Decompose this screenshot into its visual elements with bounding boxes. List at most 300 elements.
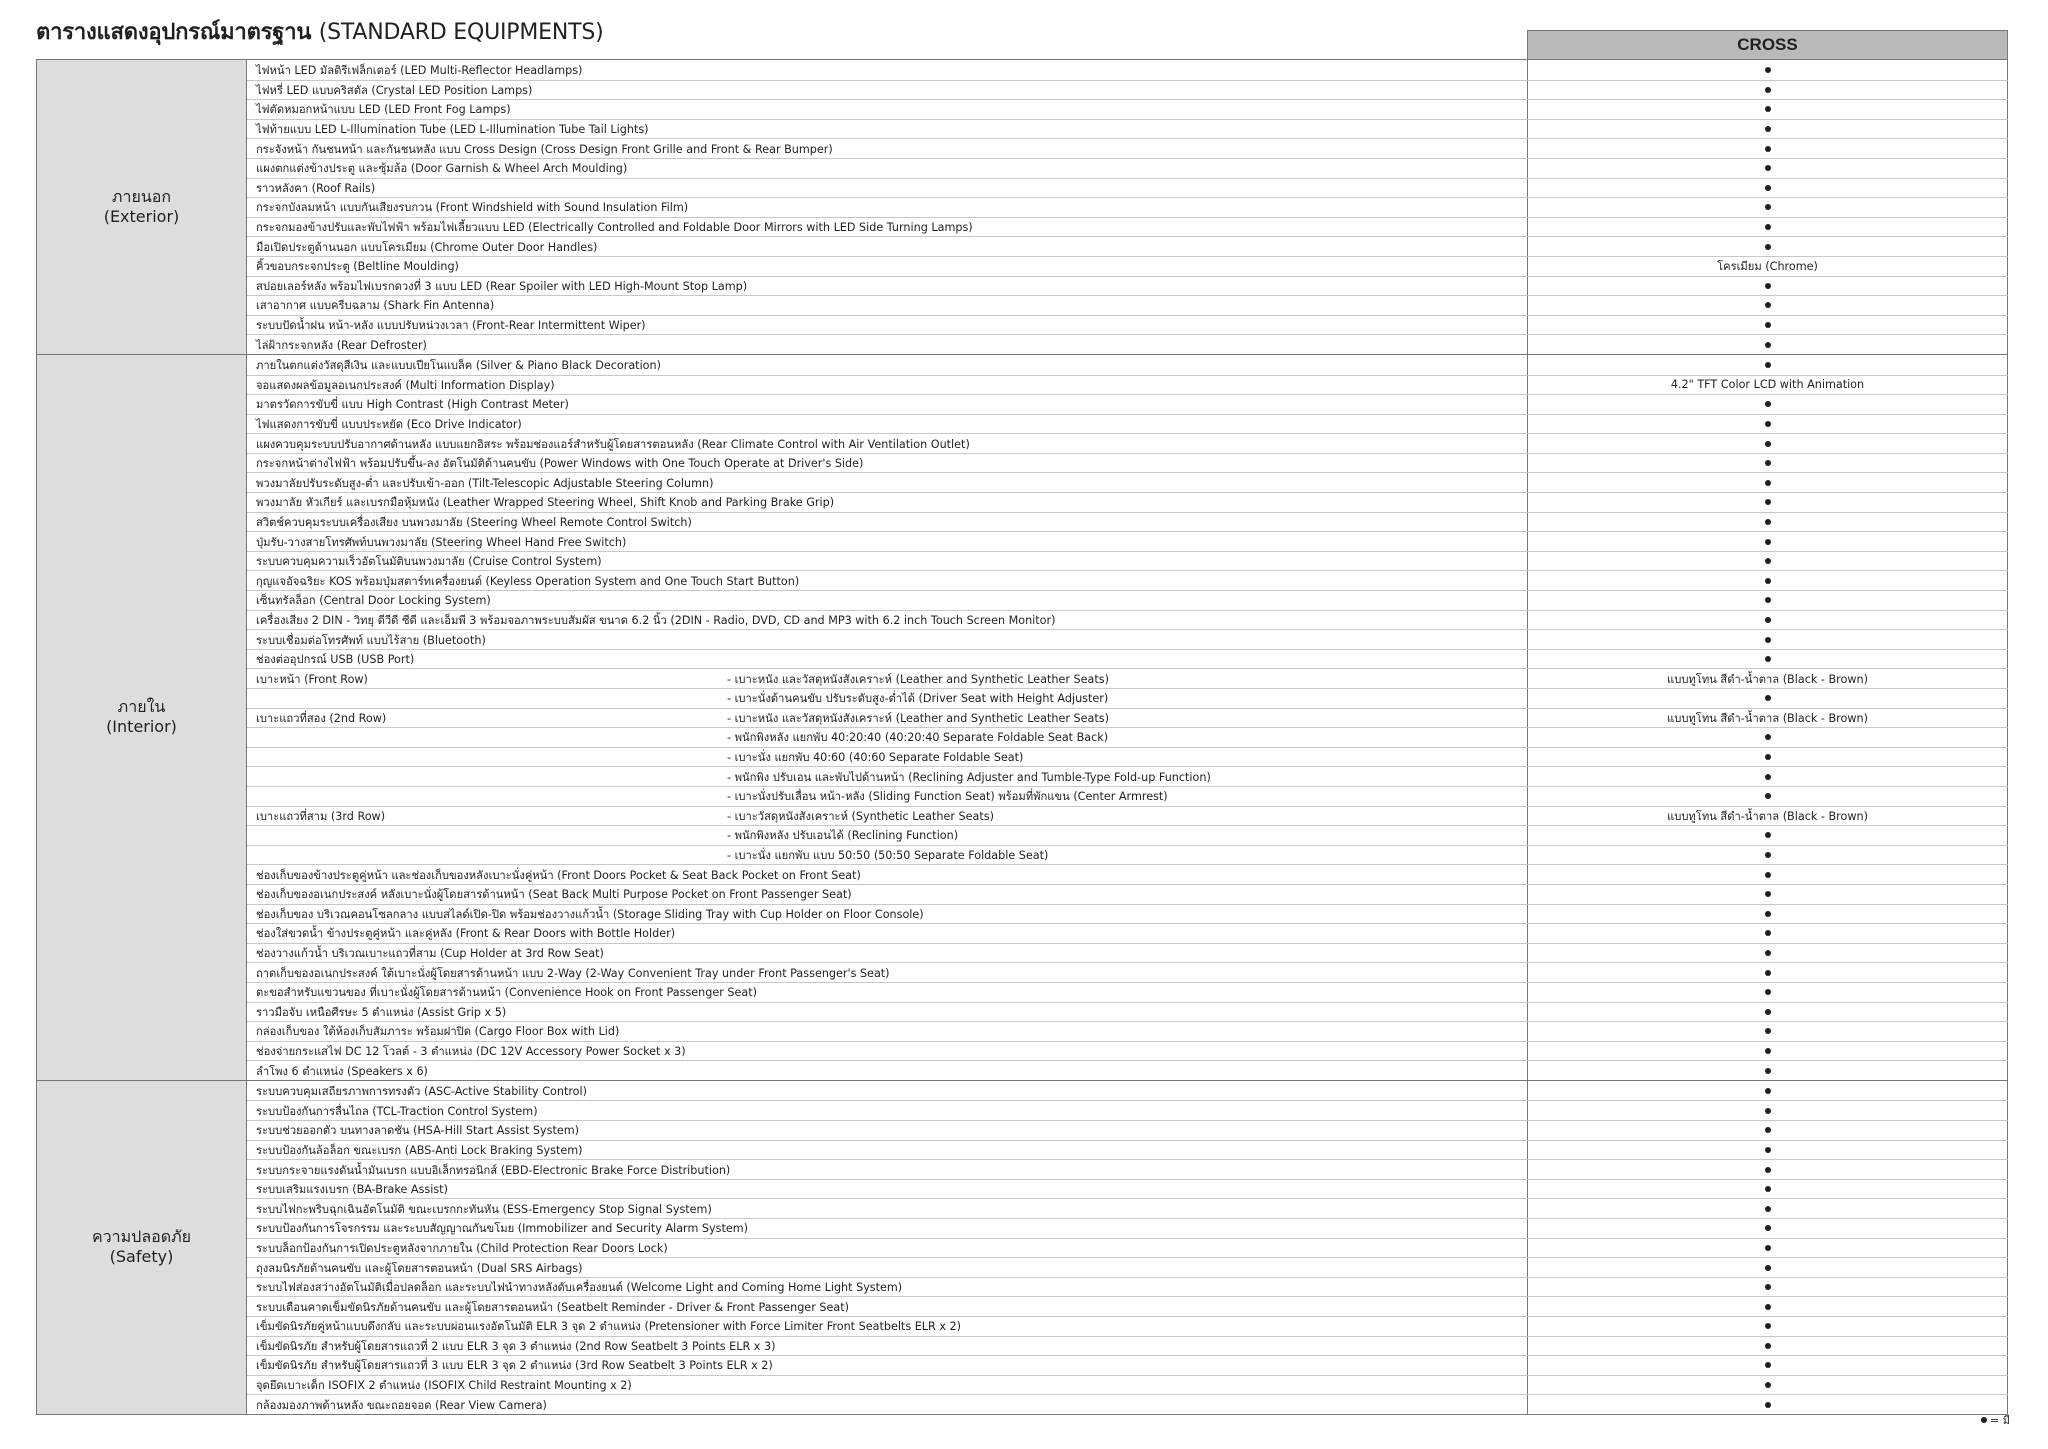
value-text: แบบทูโทน สีดำ-น้ำตาล (Black - Brown) [1667,711,1868,725]
feature-cell [247,944,1527,963]
cross-value-cell [1527,218,2008,237]
feature-cell [247,1258,1527,1277]
feature-cell [247,198,1527,217]
cross-value-cell [1527,1395,2008,1414]
cross-value-cell [1527,1376,2008,1395]
table-row [247,1336,2008,1356]
feature-label: ช่องเก็บของข้างประตูคู่หน้า และช่องเก็บของหลังเบาะนั่งคู่หน้า (Front Doors Pocket & Seat Back Pocket on Front Seat) [256,868,861,882]
page-title-english: (STANDARD EQUIPMENTS) [318,20,604,45]
cross-value-cell [1527,1199,2008,1218]
table-row [247,99,2008,119]
table-row [247,433,2008,453]
standard-dot-icon [1765,1028,1771,1034]
standard-dot-icon [1765,832,1771,838]
feature-label: สปอยเลอร์หลัง พร้อมไฟเบรกดวงที่ 3 แบบ LED (Rear Spoiler with LED High-Mount Stop Lamp) [256,279,748,293]
table-row [247,1316,2008,1336]
standard-dot-icon [1765,1362,1771,1368]
cross-value-cell [1527,728,2008,747]
feature-label: ระบบช่วยออกตัว บนทางลาดชัน (HSA-Hill Start Assist System) [256,1124,580,1138]
standard-dot-icon [1765,1206,1771,1212]
feature-cell [247,335,1527,354]
cross-value-cell [1527,905,2008,924]
table-row [247,1277,2008,1297]
table-row [247,1159,2008,1179]
cross-value-cell [1527,493,2008,512]
feature-label: ช่องเก็บของ บริเวณคอนโซลกลาง แบบสไลด์เปิด-ปิด พร้อมช่องวางแก้วน้ำ (Storage Sliding Tray with Cup Holder on Floor Console) [256,907,924,921]
feature-cell [247,159,1527,178]
standard-dot-icon [1765,891,1771,897]
table-row [247,727,2008,747]
feature-label: ช่องจ่ายกระแสไฟ DC 12 โวลต์ - 3 ตำแหน่ง (DC 12V Accessory Power Socket x 3) [256,1044,686,1058]
page-title-thai: ตารางแสดงอุปกรณ์มาตรฐาน [36,20,312,45]
standard-dot-icon [1765,126,1771,132]
cross-value-cell [1527,179,2008,198]
feature-label: ภายในตกแต่งวัสดุสีเงิน และแบบเปียโนแบล็ค (Silver & Piano Black Decoration) [256,358,661,372]
category-name-thai: ภายใน [117,697,166,717]
feature-cell [247,376,1527,395]
table-row [247,80,2008,100]
feature-label: ถาดเก็บของอเนกประสงค์ ใต้เบาะนั่งผู้โดยสารด้านหน้า แบบ 2-Way (2-Way Convenient Tray under Front Passenger's Seat) [256,966,890,980]
standard-dot-icon [1765,1009,1771,1015]
cross-value-cell [1527,120,2008,139]
feature-label: เข็มขัดนิรภัย สำหรับผู้โดยสารแถวที่ 3 แบบ ELR 3 จุด 2 ตำแหน่ง (3rd Row Seatbelt 3 Points ELR x 2) [256,1359,773,1373]
feature-cell [247,630,1527,649]
feature-cell [247,316,1527,335]
standard-dot-icon [1765,950,1771,956]
table-row [247,1041,2008,1061]
table-row [247,904,2008,924]
table-row [247,1257,2008,1277]
feature-cell [247,1317,1527,1336]
standard-dot-icon [1765,1402,1771,1408]
standard-dot-icon [1765,1265,1771,1271]
feature-label: เสาอากาศ แบบครีบฉลาม (Shark Fin Antenna) [256,299,495,313]
cross-value-cell [1527,650,2008,669]
table-row [247,708,2008,728]
feature-label: ช่องใส่ขวดน้ำ ข้างประตูคู่หน้า และคู่หลัง (Front & Rear Doors with Bottle Holder) [256,927,676,941]
feature-label: ตะขอสำหรับแขวนของ ที่เบาะนั่งผู้โดยสารด้านหน้า (Convenience Hook on Front Passenger Seat) [256,986,757,1000]
standard-dot-icon [1765,106,1771,112]
standard-dot-icon [1765,1048,1771,1054]
table-row [247,197,2008,217]
feature-label: เข็มขัดนิรภัยคู่หน้าแบบดึงกลับ และระบบผ่อนแรงอัตโนมัติ ELR 3 จุด 2 ตำแหน่ง (Pretensioner with Force Limiter Front Seatbelts ELR x 2) [256,1320,961,1334]
feature-label: ระบบปัดน้ำฝน หน้า-หลัง แบบปรับหน่วงเวลา (Front-Rear Intermittent Wiper) [256,319,646,333]
cross-value-cell [1527,100,2008,119]
feature-cell [247,865,1527,884]
table-row [247,217,2008,237]
table-row [247,1296,2008,1316]
feature-cell [247,218,1527,237]
table-row [247,845,2008,865]
feature-cell [247,395,1527,414]
feature-cell [247,415,1527,434]
standard-dot-icon [1765,1186,1771,1192]
table-row [247,786,2008,806]
cross-value-cell [1527,1141,2008,1160]
feature-label: ลำโพง 6 ตำแหน่ง (Speakers x 6) [256,1064,428,1078]
standard-dot-icon [1765,283,1771,289]
feature-cell [247,179,1527,198]
table-row [247,962,2008,982]
feature-cell [247,611,1527,630]
feature-cell [247,296,1527,315]
feature-cell [247,1278,1527,1297]
standard-dot-icon [1765,656,1771,662]
feature-label: ระบบล็อกป้องกันการเปิดประตูหลังจากภายใน (Child Protection Rear Doors Lock) [256,1241,668,1255]
cross-value-cell [1527,532,2008,551]
cross-value-cell [1527,1356,2008,1375]
table-row [247,982,2008,1002]
table-row [247,453,2008,473]
table-row [247,923,2008,943]
feature-label: กล้องมองภาพด้านหลัง ขณะถอยจอด (Rear View Camera) [256,1398,547,1412]
standard-dot-icon [1765,1088,1771,1094]
feature-label: ไฟหน้า LED มัลติรีเฟล็กเตอร์ (LED Multi-Reflector Headlamps) [256,63,583,77]
feature-cell [247,1022,1527,1041]
table-row [247,355,2008,375]
cross-value-cell [1527,335,2008,354]
feature-sub-label: - เบาะนั่ง แยกพับ 40:60 (40:60 Separate Foldable Seat) [727,751,1024,765]
standard-dot-icon [1765,362,1771,368]
feature-label: ช่องเก็บของอเนกประสงค์ หลังเบาะนั่งผู้โดยสารด้านหน้า (Seat Back Multi Purpose Pocket on Front Passenger Seat) [256,888,852,902]
table-row [247,1021,2008,1041]
standard-dot-icon [1765,1245,1771,1251]
feature-label: ช่องวางแก้วน้ำ บริเวณเบาะแถวที่สาม (Cup Holder at 3rd Row Seat) [256,947,604,961]
feature-cell [247,1101,1527,1120]
category-label [36,60,247,354]
feature-sub-label: - เบาะนั่งปรับเลื่อน หน้า-หลัง (Sliding Function Seat) พร้อมที่พักแขน (Center Armrest) [727,790,1168,804]
feature-cell [247,1297,1527,1316]
cross-value-cell [1527,709,2008,728]
feature-cell [247,1003,1527,1022]
feature-cell [247,709,1527,728]
standard-dot-icon [1765,1323,1771,1329]
cross-value-cell [1527,1003,2008,1022]
standard-dot-icon [1765,1167,1771,1173]
feature-label: ระบบเชื่อมต่อโทรศัพท์ แบบไร้สาย (Bluetooth) [256,633,486,647]
feature-cell [247,454,1527,473]
standard-dot-icon [1765,1284,1771,1290]
feature-cell [247,1199,1527,1218]
standard-dot-icon [1765,872,1771,878]
standard-dot-icon [1765,204,1771,210]
table-row [247,1002,2008,1022]
feature-cell [247,1042,1527,1061]
feature-sub-label: - เบาะหนัง และวัสดุหนังสังเคราะห์ (Leather and Synthetic Leather Seats) [727,672,1109,686]
category-name-thai: ภายนอก [111,186,172,206]
table-row [247,276,2008,296]
cross-value-cell [1527,1081,2008,1101]
value-text: แบบทูโทน สีดำ-น้ำตาล (Black - Brown) [1667,809,1868,823]
feature-cell [247,1160,1527,1179]
table-row [247,1060,2008,1080]
feature-cell [247,787,1527,806]
standard-dot-icon [1765,989,1771,995]
feature-label: เครื่องเสียง 2 DIN - วิทยุ ดีวีดี ซีดี และเอ็มพี 3 พร้อมจอภาพระบบสัมผัส ขนาด 6.2 นิ้ว (2DIN - Radio, DVD, CD and MP3 with 6.2 inch Touch Screen Monitor) [256,613,1056,627]
feature-label: เข็มขัดนิรภัย สำหรับผู้โดยสารแถวที่ 2 แบบ ELR 3 จุด 3 ตำแหน่ง (2nd Row Seatbelt 3 Points ELR x 3) [256,1339,776,1353]
feature-label: แผงควบคุมระบบปรับอากาศด้านหลัง แบบแยกอิสระ พร้อมช่องแอร์สำหรับผู้โดยสารตอนหลัง (Rear Climate Control with Air Ventilation Outlet) [256,437,970,451]
table-row [247,1100,2008,1120]
standard-dot-icon [1765,185,1771,191]
standard-dot-icon [1765,67,1771,73]
cross-value-cell [1527,807,2008,826]
standard-dot-icon [1765,852,1771,858]
table-row [247,806,2008,826]
cross-value-cell [1527,611,2008,630]
feature-cell [247,650,1527,669]
page-title [36,14,604,49]
table-row [247,1179,2008,1199]
feature-cell [247,905,1527,924]
feature-sub-label: - เบาะหนัง และวัสดุหนังสังเคราะห์ (Leather and Synthetic Leather Seats) [727,711,1109,725]
standard-dot-icon [1765,244,1771,250]
feature-cell [247,1081,1527,1101]
standard-dot-icon [1765,441,1771,447]
feature-label: ช่องต่ออุปกรณ์ USB (USB Port) [256,653,415,667]
cross-value-cell [1527,81,2008,100]
table-row [247,375,2008,395]
standard-dot-icon [1765,774,1771,780]
cross-value-cell [1527,826,2008,845]
cross-value-cell [1527,1317,2008,1336]
table-row [247,1198,2008,1218]
feature-cell [247,81,1527,100]
feature-label: ไฟท้ายแบบ LED L-Illumination Tube (LED L-Illumination Tube Tail Lights) [256,123,649,137]
feature-label: มาตรวัดการขับขี่ แบบ High Contrast (High Contrast Meter) [256,398,569,412]
cross-value-cell [1527,257,2008,276]
feature-cell [247,983,1527,1002]
standard-dot-icon [1765,754,1771,760]
feature-label: ราวมือจับ เหนือศีรษะ 5 ตำแหน่ง (Assist Grip x 5) [256,1005,507,1019]
feature-label: ถุงลมนิรภัยด้านคนขับ และผู้โดยสารตอนหน้า (Dual SRS Airbags) [256,1261,583,1275]
cross-value-cell [1527,1258,2008,1277]
standard-dot-icon [1765,146,1771,152]
standard-dot-icon [1765,499,1771,505]
feature-cell [247,1376,1527,1395]
feature-cell [247,1121,1527,1140]
standard-dot-icon [1765,460,1771,466]
feature-sub-label: - พนักพิงหลัง แยกพับ 40:20:40 (40:20:40 Separate Foldable Seat Back) [727,731,1109,745]
feature-label: ปุ่มรับ-วางสายโทรศัพท์บนพวงมาลัย (Steering Wheel Hand Free Switch) [256,535,627,549]
standard-dot-icon [1765,87,1771,93]
table-row [247,551,2008,571]
cross-value-cell [1527,60,2008,80]
cross-value-cell [1527,1121,2008,1140]
legend-dot-icon [1981,1417,1987,1423]
cross-value-cell [1527,591,2008,610]
cross-value-cell [1527,865,2008,884]
feature-label: ระบบไฟกะพริบฉุกเฉินอัตโนมัติ ขณะเบรกกะทันหัน (ESS-Emergency Stop Signal System) [256,1202,712,1216]
equipment-table [36,59,2008,1415]
feature-label: กระจกหน้าต่างไฟฟ้า พร้อมปรับขึ้น-ลง อัตโนมัติด้านคนขับ (Power Windows with One Touch Operate at Driver's Side) [256,457,864,471]
cross-value-cell [1527,454,2008,473]
standard-dot-icon [1765,519,1771,525]
value-text: แบบทูโทน สีดำ-น้ำตาล (Black - Brown) [1667,672,1868,686]
section-interior [36,355,2008,1081]
standard-dot-icon [1765,1108,1771,1114]
feature-label: ระบบควบคุมความเร็วอัตโนมัติบนพวงมาลัย (Cruise Control System) [256,555,602,569]
feature-label: ระบบป้องกันการโจรกรรม และระบบสัญญาณกันขโมย (Immobilizer and Security Alarm System) [256,1222,748,1236]
cross-value-cell [1527,376,2008,395]
cross-value-cell [1527,1101,2008,1120]
feature-cell [247,1219,1527,1238]
standard-dot-icon [1765,637,1771,643]
table-row [247,492,2008,512]
table-row [247,1081,2008,1101]
category-name-thai: ความปลอดภัย [91,1227,192,1247]
table-row [247,60,2008,80]
standard-dot-icon [1765,1147,1771,1153]
table-row [247,236,2008,256]
standard-dot-icon [1765,1343,1771,1349]
table-row [247,943,2008,963]
feature-cell [247,1356,1527,1375]
feature-label: สวิตช์ควบคุมระบบเครื่องเสียง บนพวงมาลัย (Steering Wheel Remote Control Switch) [256,515,692,529]
feature-label: เบาะหน้า (Front Row) [256,672,368,686]
table-row [247,649,2008,669]
feature-cell [247,237,1527,256]
feature-label: ไฟแสดงการขับขี่ แบบประหยัด (Eco Drive Indicator) [256,417,522,431]
table-row [247,668,2008,688]
feature-cell [247,434,1527,453]
feature-label: ไล่ฝ้ากระจกหลัง (Rear Defroster) [256,338,427,352]
cross-value-cell [1527,1278,2008,1297]
feature-cell [247,846,1527,865]
standard-dot-icon [1765,930,1771,936]
cross-value-cell [1527,1219,2008,1238]
feature-label: ระบบกระจายแรงดันน้ำมันเบรก แบบอิเล็กทรอนิกส์ (EBD-Electronic Brake Force Distribution) [256,1163,731,1177]
feature-sub-label: - พนักพิง ปรับเอน และพับไปด้านหน้า (Reclining Adjuster and Tumble-Type Fold-up Function) [727,770,1211,784]
feature-label: มือเปิดประตูด้านนอก แบบโครเมียม (Chrome Outer Door Handles) [256,240,598,254]
feature-label: กระจกบังลมหน้า แบบกันเสียงรบกวน (Front Windshield with Sound Insulation Film) [256,201,689,215]
feature-cell [247,493,1527,512]
feature-cell [247,591,1527,610]
standard-dot-icon [1765,539,1771,545]
standard-dot-icon [1765,597,1771,603]
standard-dot-icon [1765,734,1771,740]
standard-dot-icon [1765,970,1771,976]
cross-value-cell [1527,748,2008,767]
feature-label: กุญแจอัจฉริยะ KOS พร้อมปุ่มสตาร์ทเครื่องยนต์ (Keyless Operation System and One Touch Start Button) [256,574,800,588]
cross-value-cell [1527,513,2008,532]
cross-value-cell [1527,983,2008,1002]
feature-sub-label: - เบาะนั่งด้านคนขับ ปรับระดับสูง-ต่ำได้ (Driver Seat with Height Adjuster) [727,692,1109,706]
table-row [247,864,2008,884]
table-row [247,119,2008,139]
cross-value-cell [1527,434,2008,453]
feature-sub-label: - พนักพิงหลัง ปรับเอนได้ (Reclining Function) [727,829,959,843]
feature-label: ระบบไฟส่องสว่างอัตโนมัติเมื่อปลดล็อก และระบบไฟนำทางหลังดับเครื่องยนต์ (Welcome Light and Coming Home Light System) [256,1281,903,1295]
cross-value-cell [1527,963,2008,982]
feature-cell [247,748,1527,767]
feature-cell [247,473,1527,492]
feature-cell [247,60,1527,80]
feature-cell [247,1180,1527,1199]
value-text: โครเมียม (Chrome) [1717,260,1818,274]
cross-value-cell [1527,473,2008,492]
legend [1981,1411,2010,1429]
table-row [247,138,2008,158]
cross-value-cell [1527,139,2008,158]
feature-label: เซ็นทรัลล็อก (Central Door Locking System) [256,594,491,608]
cross-value-cell [1527,355,2008,375]
feature-label: เบาะแถวที่สอง (2nd Row) [256,711,387,725]
feature-cell [247,355,1527,375]
feature-cell [247,826,1527,845]
standard-dot-icon [1765,793,1771,799]
table-row [247,512,2008,532]
feature-cell [247,885,1527,904]
cross-value-cell [1527,1061,2008,1080]
cross-value-cell [1527,885,2008,904]
standard-dot-icon [1765,480,1771,486]
cross-value-cell [1527,689,2008,708]
cross-value-cell [1527,924,2008,943]
feature-label: ไฟหรี่ LED แบบคริสตัล (Crystal LED Position Lamps) [256,83,533,97]
feature-cell [247,767,1527,786]
table-row [247,884,2008,904]
cross-value-cell [1527,277,2008,296]
feature-cell [247,277,1527,296]
legend-text: = มี [1990,1414,2010,1427]
feature-label: จุดยึดเบาะเด็ก ISOFIX 2 ตำแหน่ง (ISOFIX Child Restraint Mounting x 2) [256,1379,632,1393]
cross-value-cell [1527,630,2008,649]
feature-cell [247,728,1527,747]
cross-value-cell [1527,1239,2008,1258]
table-row [247,1140,2008,1160]
standard-dot-icon [1765,421,1771,427]
feature-cell [247,963,1527,982]
cross-value-cell [1527,237,2008,256]
feature-label: ระบบเตือนคาดเข็มขัดนิรภัยด้านคนขับ และผู้โดยสารตอนหน้า (Seatbelt Reminder - Driver & Front Passenger Seat) [256,1300,849,1314]
category-name-english: (Interior) [106,717,177,737]
feature-label: พวงมาลัยปรับระดับสูง-ต่ำ และปรับเข้า-ออก (Tilt-Telescopic Adjustable Steering Column) [256,476,714,490]
table-row [247,256,2008,276]
table-row [247,1394,2008,1414]
feature-label: ราวหลังคา (Roof Rails) [256,181,376,195]
feature-cell [247,689,1527,708]
feature-cell [247,552,1527,571]
table-row [247,394,2008,414]
cross-value-cell [1527,316,2008,335]
cross-value-cell [1527,552,2008,571]
feature-cell [247,669,1527,688]
cross-value-cell [1527,395,2008,414]
cross-value-cell [1527,1160,2008,1179]
feature-label: ระบบควบคุมเสถียรภาพการทรงตัว (ASC-Active Stability Control) [256,1084,588,1098]
feature-label: จอแสดงผลข้อมูลอเนกประสงค์ (Multi Information Display) [256,378,555,392]
table-row [247,747,2008,767]
category-name-english: (Exterior) [103,206,180,226]
feature-cell [247,1061,1527,1080]
cross-value-cell [1527,1042,2008,1061]
table-row [247,1375,2008,1395]
cross-value-cell [1527,767,2008,786]
feature-cell [247,120,1527,139]
value-text: 4.2" TFT Color LCD with Animation [1670,378,1865,392]
feature-label: ไฟตัดหมอกหน้าแบบ LED (LED Front Fog Lamps) [256,103,511,117]
cross-value-cell [1527,571,2008,590]
feature-cell [247,807,1527,826]
feature-cell [247,924,1527,943]
standard-dot-icon [1765,1068,1771,1074]
category-label [36,1081,247,1414]
table-row [247,590,2008,610]
feature-label: กล่องเก็บของ ใต้ห้องเก็บสัมภาระ พร้อมฝาปิด (Cargo Floor Box with Lid) [256,1025,620,1039]
section-safety [36,1081,2008,1415]
feature-cell [247,571,1527,590]
table-row [247,414,2008,434]
